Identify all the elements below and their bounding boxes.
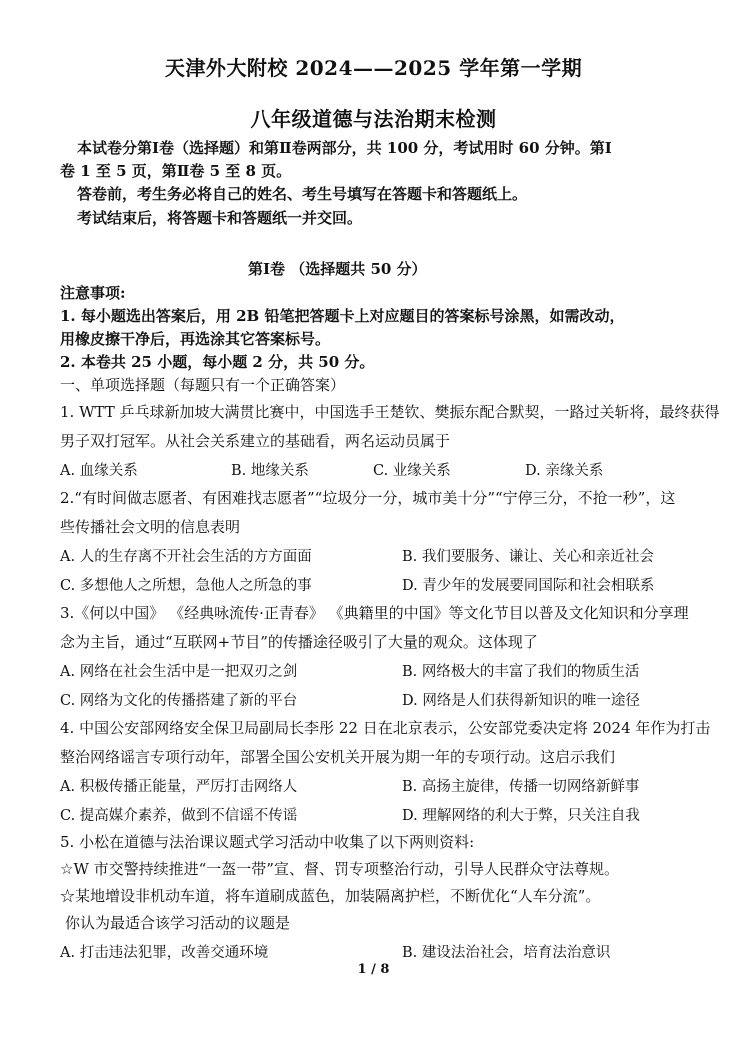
q3-option-b: B. 网络极大的丰富了我们的物质生活 <box>402 664 640 680</box>
q1-line-1: 1. WTT 乒乓球新加坡大满贯比赛中，中国选手王楚钦、樊振东配合默契，一路过关斩将，最终获得 <box>60 403 720 421</box>
q1-option-d: D. 亲缘关系 <box>525 463 604 479</box>
intro-line-2: 卷 1 至 5 页，第Ⅱ卷 5 至 8 页。 <box>60 162 292 180</box>
q2-option-c: C. 多想他人之所想，急他人之所急的事 <box>60 578 312 594</box>
page-number: 1 / 8 <box>357 962 390 977</box>
exam-subtitle: 八年级道德与法治期末检测 <box>250 107 497 131</box>
q5-material-1: ☆W 市交警持续推进“一盔一带”宣、督、罚专项整治行动，引导人民群众守法尊规。 <box>60 860 619 878</box>
q4-option-c: C. 提高媒介素养，做到不信谣不传谣 <box>60 808 298 824</box>
q3-option-c: C. 网络为文化的传播搭建了新的平台 <box>60 693 298 709</box>
notice-heading: 注意事项: <box>60 284 126 302</box>
intro-line-1: 本试卷分第Ⅰ卷（选择题）和第Ⅱ卷两部分，共 100 分，考试用时 60 分钟。第Ⅰ <box>77 139 612 157</box>
q5-prompt: 你认为最适合该学习活动的议题是 <box>65 914 291 932</box>
q4-option-a: A. 积极传播正能量，严厉打击网络人 <box>60 779 298 795</box>
q1-option-b: B. 地缘关系 <box>231 463 309 479</box>
section-title: 第Ⅰ卷 （选择题共 50 分） <box>248 260 427 278</box>
q1-line-2: 男子双打冠军。从社会关系建立的基础看，两名运动员属于 <box>60 432 451 450</box>
q2-line-2: 些传播社会文明的信息表明 <box>60 518 241 536</box>
q5-line-1: 5. 小松在道德与法治课议题式学习活动中收集了以下两则资料: <box>60 833 475 851</box>
notice-2: 2. 本卷共 25 小题，每小题 2 分，共 50 分。 <box>60 353 375 371</box>
q2-option-b: B. 我们要服务、谦让、关心和亲近社会 <box>402 549 654 565</box>
q3-line-2: 念为主旨，通过“互联网+节目”的传播途径吸引了大量的观众。这体现了 <box>60 633 538 651</box>
intro-line-4: 考试结束后，将答题卡和答题纸一并交回。 <box>77 209 363 227</box>
q5-option-b: B. 建设法治社会，培育法治意识 <box>402 945 611 961</box>
q4-line-2: 整治网络谣言专项行动年，部署全国公安机关开展为期一年的专项行动。这启示我们 <box>60 748 616 766</box>
intro-line-3: 答卷前，考生务必将自己的姓名、考生号填写在答题卡和答题纸上。 <box>77 185 528 203</box>
q3-option-a: A. 网络在社会生活中是一把双刃之剑 <box>60 664 298 680</box>
notice-1a: 1. 每小题选出答案后，用 2B 铅笔把答题卡上对应题目的答案标号涂黑，如需改动， <box>60 307 625 325</box>
notice-1b: 用橡皮擦干净后，再选涂其它答案标号。 <box>60 330 331 348</box>
q2-option-a: A. 人的生存离不开社会生活的方方面面 <box>60 549 312 565</box>
q5-material-2: ☆某地增设非机动车道，将车道刷成蓝色，加装隔离护栏，不断优化“人车分流”。 <box>60 887 601 905</box>
q4-option-d: D. 理解网络的利大于弊，只关注自我 <box>402 808 640 824</box>
q3-line-1: 3.《何以中国》 《经典咏流传·正青春》 《典籍里的中国》等文化节目以普及文化知识和分享理 <box>60 604 689 622</box>
q4-line-1: 4. 中国公安部网络安全保卫局副局长李彤 22 日在北京表示，公安部党委决定将 2024 年作为打击 <box>60 719 711 737</box>
exam-title: 天津外大附校 2024——2025 学年第一学期 <box>164 56 583 80</box>
q4-option-b: B. 高扬主旋律，传播一切网络新鲜事 <box>402 779 640 795</box>
q2-line-1: 2.“有时间做志愿者、有困难找志愿者”“垃圾分一分，城市美十分”“宁停三分，不抢一秒”，这 <box>60 489 676 507</box>
q3-option-d: D. 网络是人们获得新知识的唯一途径 <box>402 693 640 709</box>
part-heading: 一、单项选择题（每题只有一个正确答案） <box>60 376 346 394</box>
q2-option-d: D. 青少年的发展要同国际和社会相联系 <box>402 578 655 594</box>
q1-option-a: A. 血缘关系 <box>60 463 138 479</box>
q1-option-c: C. 业缘关系 <box>373 463 451 479</box>
q5-option-a: A. 打击违法犯罪，改善交通环境 <box>60 945 269 961</box>
